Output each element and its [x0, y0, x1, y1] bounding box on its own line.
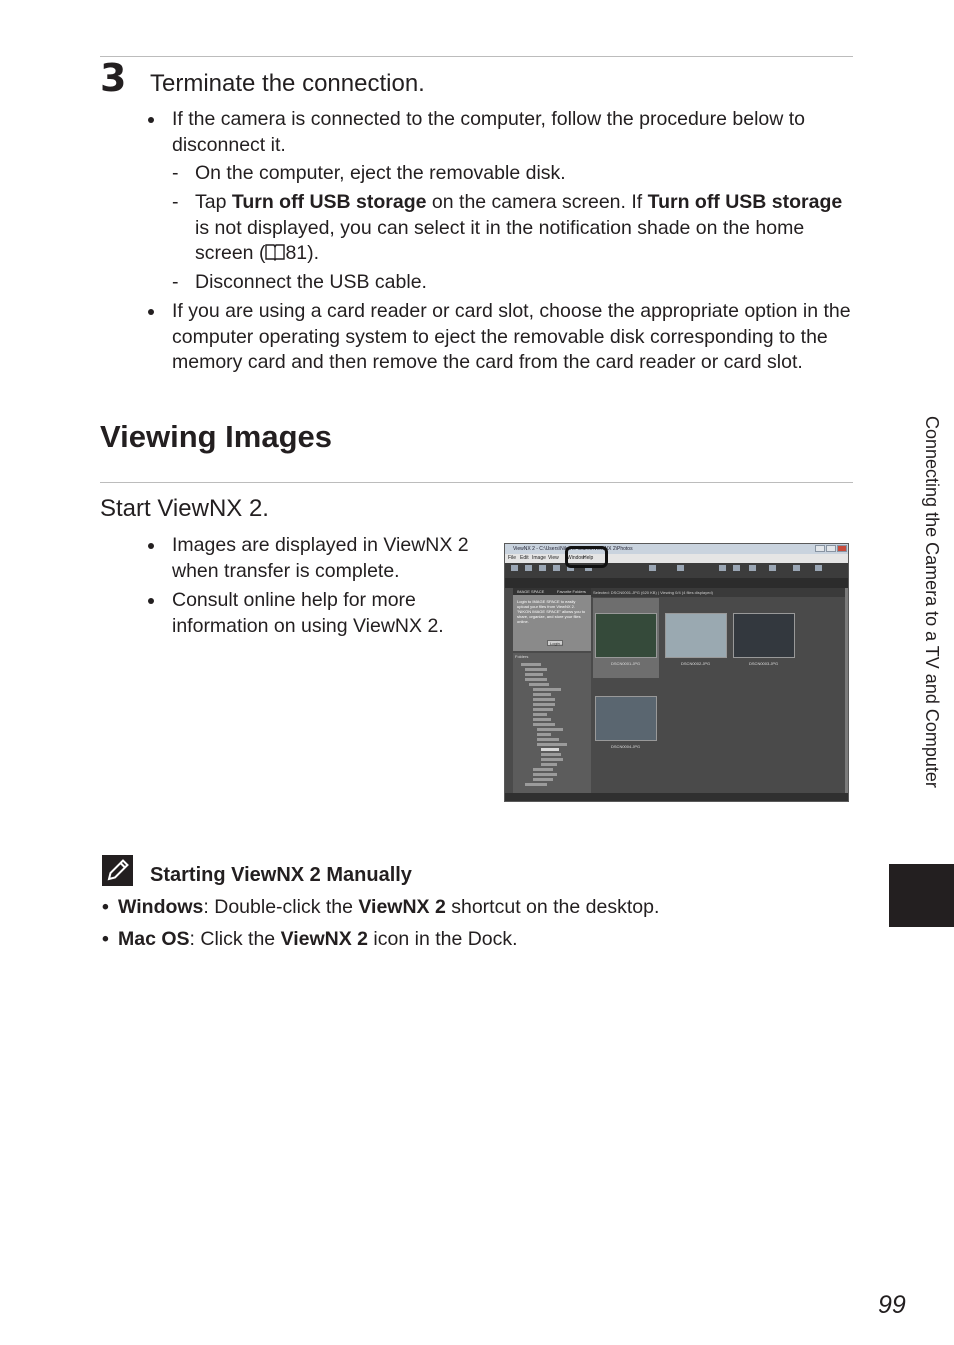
thumbnail-label: DSCN0001.JPG — [611, 661, 641, 666]
step-title: Terminate the connection. — [150, 70, 425, 97]
login-button: Login... — [547, 640, 563, 646]
bullet-text: If you are using a card reader or card slot, choose the appropriate option in the computer operating system to eject the removable disk corresponding to the memory card and then remove the card from the card reader or card slot. — [172, 300, 851, 373]
folders-label: Folders — [515, 654, 529, 659]
book-icon — [265, 243, 285, 261]
menu-image: Image — [532, 555, 546, 561]
folder-tree — [513, 653, 591, 793]
top-rule — [100, 56, 853, 57]
thumbnail-waterfall — [595, 613, 657, 658]
bullet-text: Consult online help for more information on using ViewNX 2. — [172, 589, 444, 637]
subsection-title: Start ViewNX 2. — [100, 495, 269, 522]
tab-image-space: IMAGE SPACE — [517, 589, 545, 594]
section-rule — [100, 482, 853, 483]
thumbnail-building — [733, 613, 795, 658]
menu-edit: Edit — [520, 555, 529, 561]
thumbnail-area — [591, 588, 845, 793]
note-title: Starting ViewNX 2 Manually — [150, 864, 412, 886]
thumbnail-beach — [665, 613, 727, 658]
side-tab-marker — [889, 864, 954, 927]
pencil-note-icon — [102, 855, 133, 886]
highlight-circle — [565, 546, 608, 568]
login-panel — [513, 595, 591, 651]
page-number: 99 — [878, 1291, 906, 1319]
menu-window: Window — [567, 555, 585, 561]
thumbnail-label: DSCN0004.JPG — [611, 744, 641, 749]
menu-file: File — [508, 555, 517, 561]
pane-tabs — [513, 588, 591, 595]
substep-text: On the computer, eject the removable disk. — [195, 162, 566, 184]
substep-text: Tap Turn off USB storage on the camera screen. If Turn off USB storage is not displayed, you can select it in the notification shade on the home screen ( 81). — [195, 191, 843, 264]
status-bar: Selected: DSCN0001.JPG (620 KB) | Viewing 0/4 (4 files displayed) — [591, 588, 845, 597]
navigation-bar — [505, 578, 849, 588]
login-text: Login to IMAGE SPACE to easily upload your files from ViewNX 2. "NIKON IMAGE SPACE" allows you to share, organize, and store your files online. — [517, 599, 586, 624]
toolbar — [505, 563, 849, 578]
menu-help: Help — [583, 555, 594, 561]
tab-favorite-folders: Favorite Folders — [557, 589, 586, 594]
bottom-bar — [505, 793, 849, 802]
menu-bar — [505, 554, 849, 563]
section-title: Viewing Images — [100, 419, 333, 454]
window-titlebar: ViewNX 2 - C:\Users\Nikon\Pictures\ViewNX 2\Photos — [505, 544, 849, 554]
bullet-text: Images are displayed in ViewNX 2 when transfer is complete. — [172, 534, 469, 582]
bullet-text: If the camera is connected to the computer, follow the procedure below to disconnect it. — [172, 108, 806, 156]
side-tab-label: Connecting the Camera to a TV and Computer — [922, 416, 942, 788]
viewnx-screenshot — [504, 543, 849, 802]
thumbnail-starfish — [595, 696, 657, 741]
step-number: 3 — [100, 56, 127, 100]
thumbnail-label: DSCN0002.JPG — [681, 661, 711, 666]
window-controls — [814, 545, 848, 552]
substep-text: Disconnect the USB cable. — [195, 271, 427, 293]
menu-view: View — [548, 555, 559, 561]
navigation-pane — [505, 588, 591, 793]
thumbnail-label: DSCN0003.JPG — [749, 661, 779, 666]
